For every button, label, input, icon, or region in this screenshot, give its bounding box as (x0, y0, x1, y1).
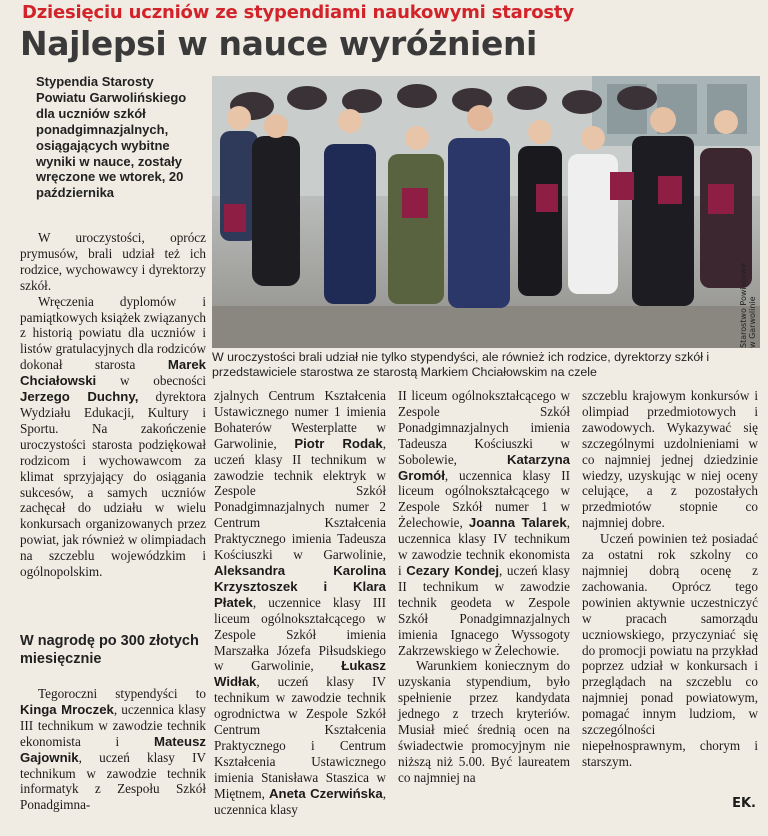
person-name: Joanna Talarek (468, 515, 567, 531)
person-name: Kinga Mroczek (20, 701, 114, 717)
paragraph: Uczeń powinien też posiadać za ostatni rok szkolny co najmniej dobrą ocenę z zachowania. Oprócz tego powinien aktywnie uczestniczyć w pracach samorządu uczniowskiego, przyczyniać się do promocji powiatu na przykład poprzez udział w konkursach i przeglądach na szczeblu co najmniej ponad powiatowym, pomagać innym ludziom, w szczególności niepełnosprawnym, chorym i starszym. (582, 531, 758, 769)
person-name: Aneta Czerwińska (269, 785, 383, 801)
person-name: Jerzego Duchny, (20, 389, 139, 405)
column-2 (214, 388, 386, 817)
paragraph: W uroczystości, oprócz prymusów, brali udział też ich rodzice, wychowawcy i dyrektorzy szkół. (20, 230, 206, 293)
paragraph: Tegoroczni stypendyści to Kinga Mroczek, uczennica klasy III technikum w zawodzie technik ekonomista i Mateusz Gajownik, uczeń klasy IV technikum w zawodzie technik informatyk z Zespołu Szkół Ponadgimna- (20, 686, 206, 813)
group-photo (212, 76, 760, 348)
person-name: Piotr Rodak (294, 435, 383, 451)
column-1 (20, 230, 206, 580)
author-signature: EK. (732, 796, 756, 811)
paragraph: II liceum ogólnokształcącego w Zespole Szkół Ponadgimnazjalnych imienia Tadeusza Kościuszki w Sobolewie, Katarzyna Gromół, uczennica klasy II liceum ogólnokształcącego w Zespole Szkół numer 1 w Żelechowie, Joanna Talarek, uczennica klasy IV technikum w zawodzie technik ekonomista i Cezary Kondej, uczeń klasy II technikum w zawodzie technik geodeta w Zespole Szkół Ponadgimnazjalnych imienia Ignacego Wyssogoty Zakrzewskiego w Żelechowie. (398, 388, 570, 658)
article-kicker: Dziesięciu uczniów ze stypendiami naukowymi starosty (22, 2, 574, 23)
column-3 (398, 388, 570, 786)
column-1-continued (20, 686, 206, 813)
photo-caption: W uroczystości brali udział nie tylko stypendyści, ale również ich rodzice, dyrektorzy szkół i przedstawiciele starostwa ze starostą Markiem Chciałowskim na czele (212, 350, 710, 379)
paragraph: szczeblu krajowym konkursów i olimpiad przedmiotowych i zawodowych. Wykazywać się szczególnymi uzdolnieniami w co najmniej jednej dziedzinie wiedzy, uzyskując w niej oceny celujące, a z pozostałych przedmiotów stopnie co najmniej dobre. (582, 388, 758, 531)
person-name: Marek Chciałowski (20, 357, 206, 389)
person-name: Cezary Kondej (406, 562, 500, 578)
paragraph: zjalnych Centrum Kształcenia Ustawicznego numer 1 imienia Bohaterów Westerplatte w Garwolinie, Piotr Rodak, uczeń klasy II technikum w zawodzie technik elektryk w Zespole Szkół Ponadgimnazjalnych numer 2 Centrum Kształcenia Praktycznego imienia Tadeusza Kościuszki w Garwolinie, Aleksandra Karolina Krzysztoszek i Klara Płatek, uczennice klasy III liceum ogólnokształcącego w Zespole Szkół imienia Marszałka Józefa Piłsudskiego w Garwolinie, Łukasz Widłak, uczeń klasy IV technikum w zawodzie technik ogrodnictwa w Zespole Szkół Centrum Kształcenia Praktycznego i Centrum Kształcenia Ustawicznego imienia Stanisława Staszica w Miętnem, Aneta Czerwińska, uczennica klasy (214, 388, 386, 817)
column-4 (582, 388, 758, 770)
paragraph: Wręczenia dyplomów i pamiątkowych książek związanych z historią powiatu dla uczniów i listów gratulacyjnych dla rodziców dokonał starosta Marek Chciałowski w obecności Jerzego Duchny, dyrektora Wydziału Edukacji, Kultury i Sportu. Na zakończenie uroczystości starosta podziękował rodzicom i wychowawcom za klimat sprzyjający do osiągania sukcesów, a samych uczniów zachęcał do udziału w wielu konkursach organizowanych przez powiat, jak również w olimpiadach na szczeblu wojewódzkim i ogólnopolskim. (20, 293, 207, 580)
article-lead: Stypendia Starosty Powiatu Garwolińskiego dla uczniów szkół ponadgimnazjalnych, osiągających wybitne wyniki w nauce, zostały wręczone we wtorek, 20 października (36, 74, 187, 201)
person-name: Łukasz Widłak (214, 658, 386, 690)
section-subheading: W nagrodę po 300 złotych miesięcznie (20, 633, 199, 667)
person-name: Mateusz Gajownik (20, 733, 206, 765)
group-photo-illustration (212, 76, 760, 348)
photo-credit: Starostwo Powiatowe w Garwolinie (739, 262, 757, 348)
article-headline: Najlepsi w nauce wyróżnieni (20, 24, 537, 63)
person-name: Katarzyna Gromół (398, 451, 570, 483)
paragraph: Warunkiem koniecznym do uzyskania stypendium, było spełnienie przez kandydata jednego z trzech kryteriów. Musiał mieć średnią ocen na świadectwie promocyjnym nie niższą niż 5.00. Być laureatem co najmniej na (398, 658, 570, 785)
person-name: Aleksandra Karolina Krzysztoszek i Klara Płatek (214, 562, 386, 610)
